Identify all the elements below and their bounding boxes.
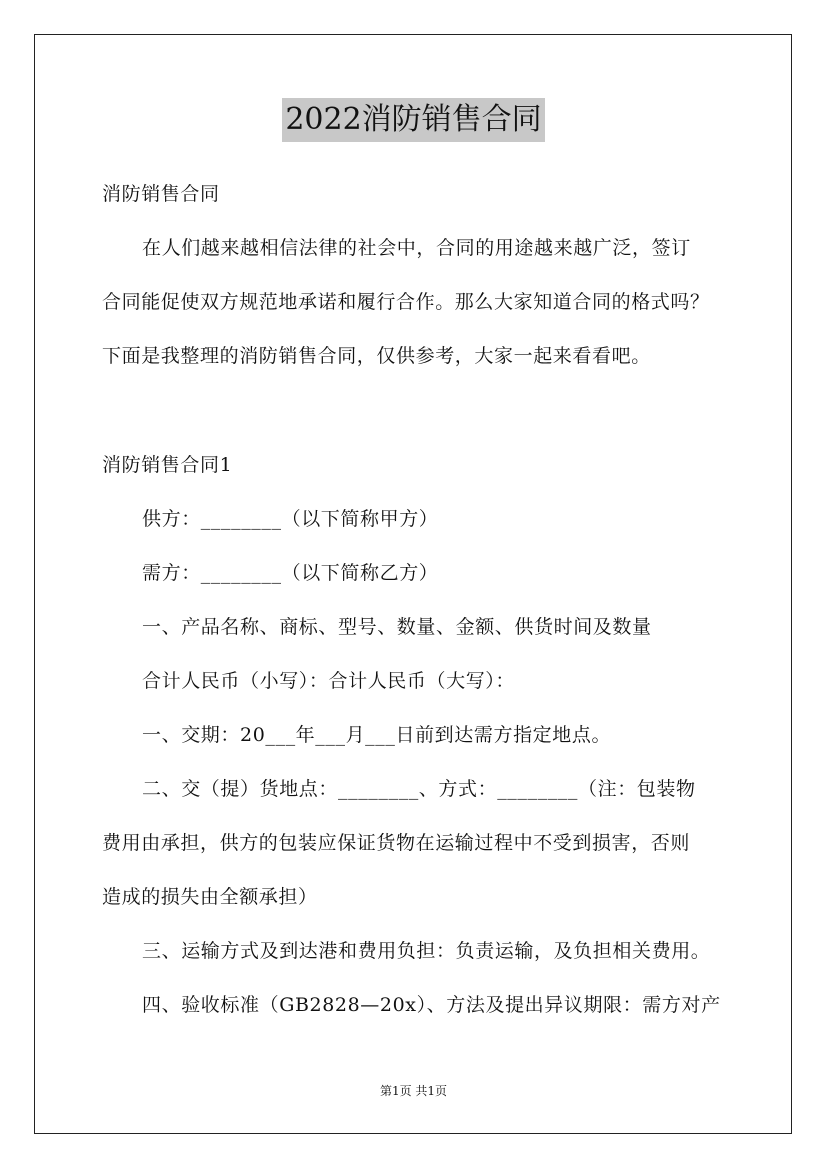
buyer-line: 需方：________（以下简称乙方） (142, 562, 439, 584)
clause-line: 费用由承担，供方的包装应保证货物在运输过程中不受到损害，否则 (102, 832, 691, 854)
clause-line: 三、运输方式及到达港和费用负担：负责运输，及负担相关费用。 (142, 940, 711, 962)
paragraph-line: 合同能促使双方规范地承诺和履行合作。那么大家知道合同的格式吗？ (102, 291, 710, 313)
title-container (0, 98, 827, 142)
paragraph-line: 在人们越来越相信法律的社会中，合同的用途越来越广泛，签订 (142, 237, 691, 259)
clause-line: 一、交期：20___年___月___日前到达需方指定地点。 (142, 724, 612, 746)
paragraph-line: 下面是我整理的消防销售合同，仅供参考，大家一起来看看吧。 (102, 345, 651, 367)
section-heading: 消防销售合同1 (102, 454, 233, 476)
clause-line: 合计人民币（小写）：合计人民币（大写）： (142, 670, 516, 692)
subtitle: 消防销售合同 (102, 183, 220, 205)
clause-line: 一、产品名称、商标、型号、数量、金额、供货时间及数量 (142, 616, 652, 638)
clause-line: 四、验收标准（GB2828—20x）、方法及提出异议期限：需方对产 (142, 994, 721, 1016)
document-title: 2022消防销售合同 (282, 98, 544, 142)
supplier-line: 供方：________（以下简称甲方） (142, 508, 439, 530)
clause-line: 造成的损失由全额承担） (102, 886, 318, 908)
clause-line: 二、交（提）货地点：________、方式：________（注：包装物 (142, 778, 696, 800)
page-footer: 第1页 共1页 (379, 1084, 448, 1098)
